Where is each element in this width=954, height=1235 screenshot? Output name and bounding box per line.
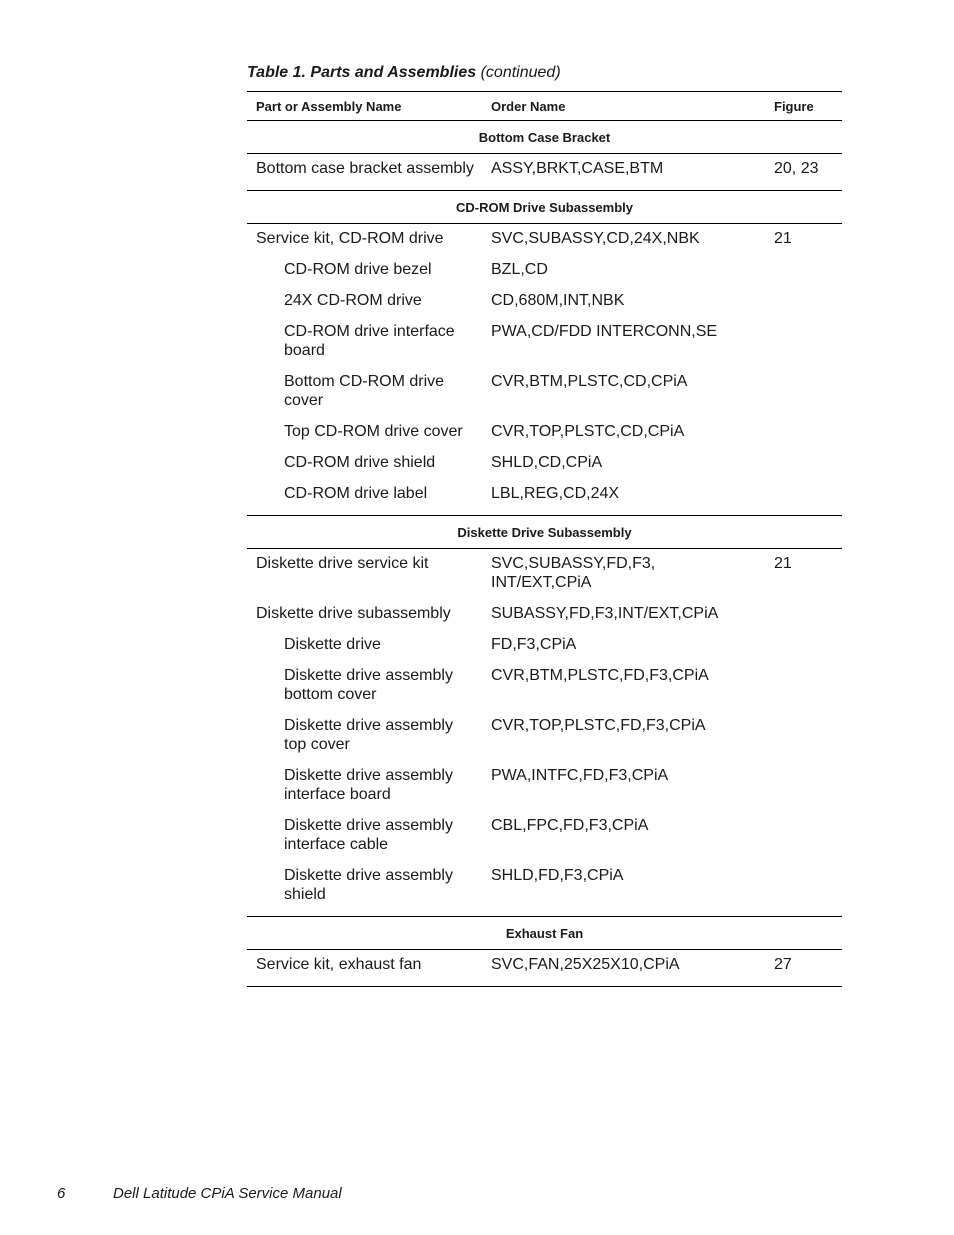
figure-cell xyxy=(765,484,842,516)
order-name-cell: CVR,BTM,PLSTC,CD,CPiA xyxy=(491,373,688,390)
part-name-cell: Bottom case bracket assembly xyxy=(247,154,482,191)
manual-title: Dell Latitude CPiA Service Manual xyxy=(113,1185,342,1202)
table-row xyxy=(247,484,842,516)
figure-cell xyxy=(765,866,842,917)
table-row xyxy=(247,154,842,191)
part-name-cell: Service kit, exhaust fan xyxy=(247,950,482,987)
section-row xyxy=(247,191,842,224)
order-name-cell: SHLD,CD,CPiA xyxy=(491,454,603,471)
parts-table xyxy=(247,91,842,987)
table-row xyxy=(247,816,842,866)
figure-cell xyxy=(765,635,842,666)
column-header-order: Order Name xyxy=(482,92,765,121)
part-name-cell: Diskette drive subassembly xyxy=(256,605,451,622)
part-name-cell: Diskette drive assembly shield xyxy=(247,866,482,917)
figure-cell: 21 xyxy=(774,555,792,572)
part-name-cell: 24X CD-ROM drive xyxy=(284,292,422,309)
part-name-cell: Top CD-ROM drive cover xyxy=(284,423,463,440)
part-name-cell: CD-ROM drive bezel xyxy=(284,261,432,278)
table-row xyxy=(247,766,842,816)
part-name-cell: Diskette drive assembly interface board xyxy=(284,767,453,803)
table-row xyxy=(247,950,842,987)
figure-cell xyxy=(765,372,842,422)
part-name-cell: CD-ROM drive label xyxy=(247,484,482,516)
table-row xyxy=(247,260,842,291)
table-row xyxy=(247,866,842,917)
order-name-cell: CVR,TOP,PLSTC,CD,CPiA xyxy=(491,423,685,440)
order-name-cell: BZL,CD xyxy=(491,261,548,278)
figure-cell: 21 xyxy=(774,230,792,247)
figure-cell xyxy=(765,766,842,816)
part-name-cell: Bottom CD-ROM drive cover xyxy=(284,373,445,409)
part-name-cell: Diskette drive assembly bottom cover xyxy=(284,667,453,703)
figure-cell xyxy=(765,604,842,635)
column-header-part: Part or Assembly Name xyxy=(247,92,482,121)
table-row xyxy=(247,716,842,766)
table-row xyxy=(247,549,842,605)
part-name-cell: Diskette drive assembly interface cable xyxy=(284,817,453,853)
figure-cell xyxy=(765,816,842,866)
order-name-cell: LBL,REG,CD,24X xyxy=(482,484,765,516)
order-name-cell: SVC,SUBASSY,FD,F3, INT/EXT,CPiA xyxy=(491,555,656,591)
order-name-cell: ASSY,BRKT,CASE,BTM xyxy=(482,154,765,191)
table-row xyxy=(247,372,842,422)
figure-cell xyxy=(765,322,842,372)
part-name-cell: CD-ROM drive shield xyxy=(284,454,436,471)
order-name-cell: SUBASSY,FD,F3,INT/EXT,CPiA xyxy=(491,605,719,622)
table-title: Table 1. Parts and Assemblies xyxy=(247,64,477,81)
order-name-cell: CVR,BTM,PLSTC,FD,F3,CPiA xyxy=(491,667,709,684)
figure-cell xyxy=(765,666,842,716)
figure-cell xyxy=(765,291,842,322)
order-name-cell: CD,680M,INT,NBK xyxy=(491,292,625,309)
section-row xyxy=(247,121,842,154)
part-name-cell: Diskette drive assembly top cover xyxy=(284,717,453,753)
table-continued: (continued) xyxy=(480,64,561,81)
column-header-figure: Figure xyxy=(765,92,842,121)
section-row xyxy=(247,516,842,549)
figure-cell xyxy=(765,422,842,453)
order-name-cell: PWA,INTFC,FD,F3,CPiA xyxy=(491,767,669,784)
order-name-cell: FD,F3,CPiA xyxy=(491,636,577,653)
figure-cell: 20, 23 xyxy=(765,154,842,191)
figure-cell xyxy=(765,260,842,291)
table-row xyxy=(247,322,842,372)
section-heading: CD-ROM Drive Subassembly xyxy=(247,191,842,224)
figure-cell xyxy=(765,716,842,766)
page-number: 6 xyxy=(57,1185,66,1202)
figure-cell: 27 xyxy=(765,950,842,987)
figure-cell xyxy=(765,453,842,484)
table-header-row xyxy=(247,92,842,121)
section-heading: Bottom Case Bracket xyxy=(247,121,842,154)
section-heading: Exhaust Fan xyxy=(247,917,842,950)
section-heading: Diskette Drive Subassembly xyxy=(247,516,842,549)
table-body xyxy=(247,121,842,987)
table-row xyxy=(247,635,842,666)
order-name-cell: SHLD,FD,F3,CPiA xyxy=(482,866,765,917)
table-caption xyxy=(247,64,561,82)
table-row xyxy=(247,422,842,453)
part-name-cell: CD-ROM drive interface board xyxy=(284,323,455,359)
table-row xyxy=(247,453,842,484)
section-row xyxy=(247,917,842,950)
part-name-cell: Diskette drive xyxy=(284,636,381,653)
order-name-cell: SVC,SUBASSY,CD,24X,NBK xyxy=(491,230,700,247)
order-name-cell: CVR,TOP,PLSTC,FD,F3,CPiA xyxy=(491,717,706,734)
order-name-cell: CBL,FPC,FD,F3,CPiA xyxy=(491,817,649,834)
table-row xyxy=(247,291,842,322)
table-row xyxy=(247,224,842,261)
order-name-cell: PWA,CD/FDD INTERCONN,SE xyxy=(491,323,718,340)
part-name-cell: Service kit, CD-ROM drive xyxy=(256,230,444,247)
order-name-cell: SVC,FAN,25X25X10,CPiA xyxy=(482,950,765,987)
table-row xyxy=(247,666,842,716)
part-name-cell: Diskette drive service kit xyxy=(256,555,429,572)
table-row xyxy=(247,604,842,635)
